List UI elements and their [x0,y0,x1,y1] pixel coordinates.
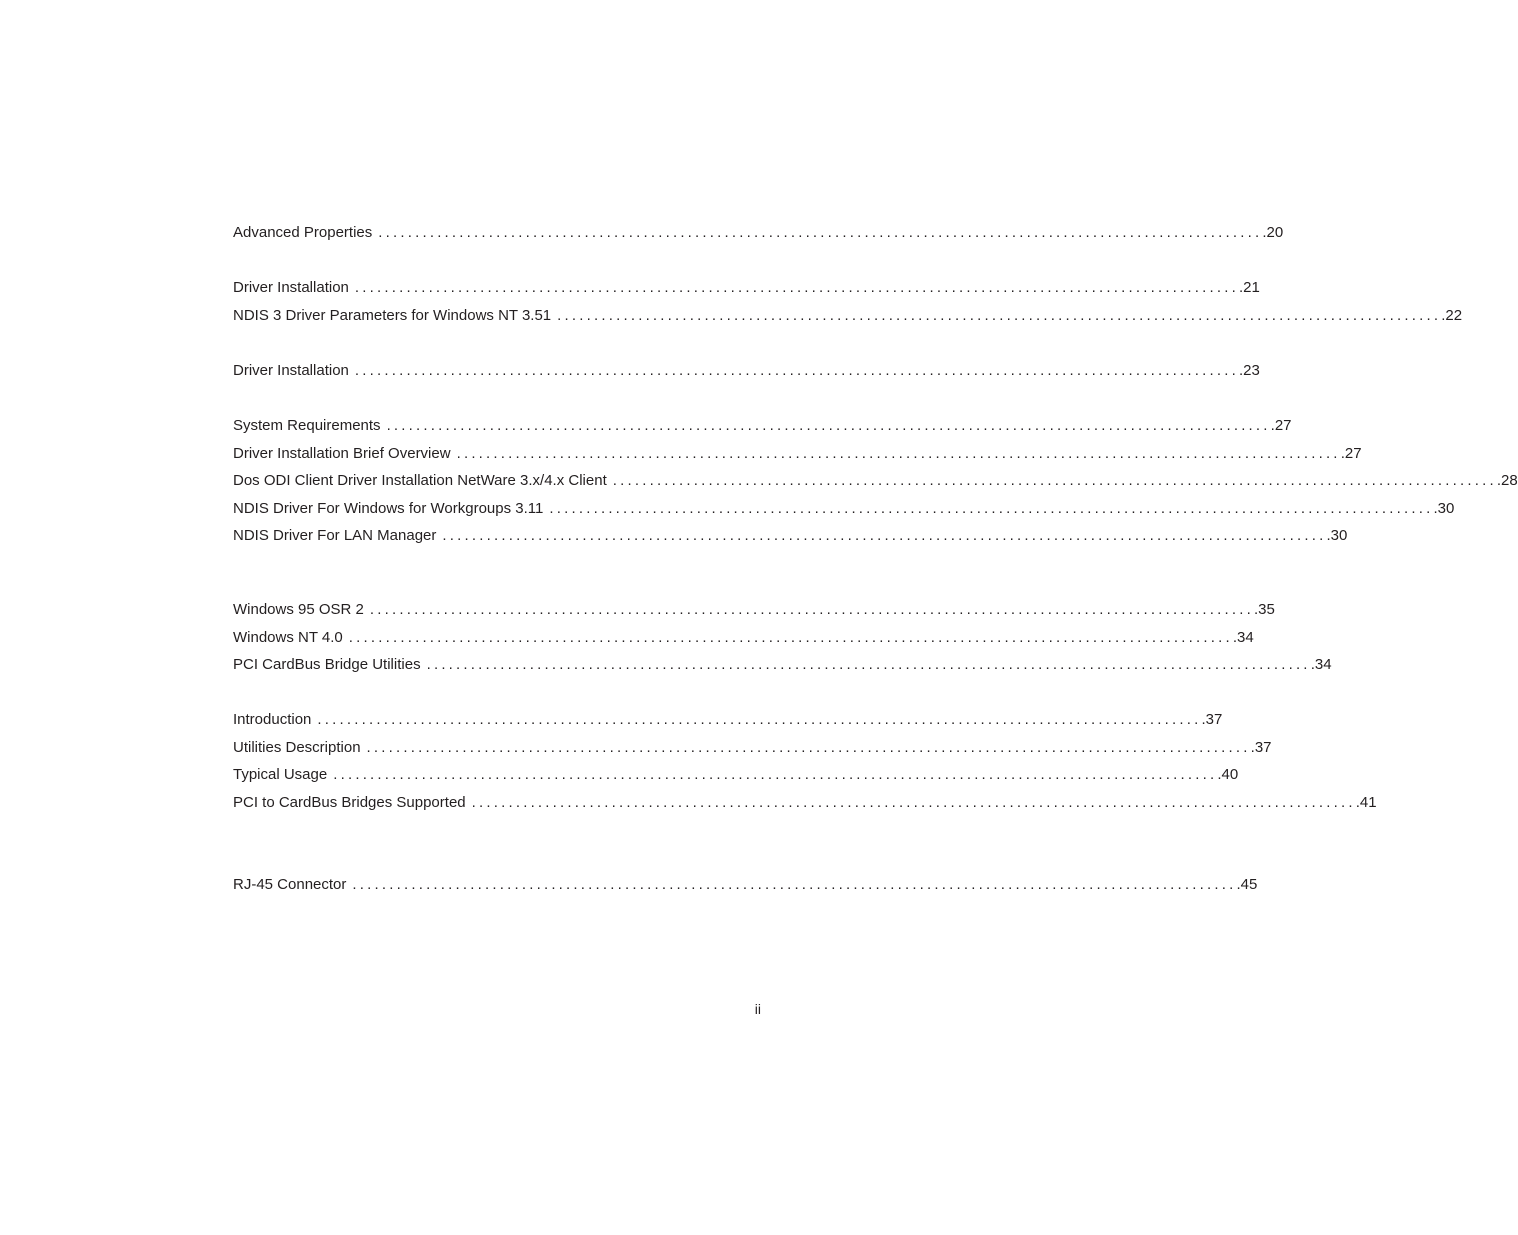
dot-leader: ........................................................................................................................ [354,362,1239,379]
toc-entry-page: .27 [1270,417,1292,434]
toc-entry[interactable] [233,306,1463,326]
toc-entry-title: Introduction [233,711,312,728]
toc-entry-title: System Requirements [233,417,381,434]
dot-leader: ........................................................................................................................ [369,601,1254,618]
dot-leader: ........................................................................................................................ [386,417,1271,434]
toc-entry-title: Windows 95 OSR 2 [233,601,364,618]
toc-entry-page: .21 [1239,279,1260,296]
dot-leader: ........................................................................................................................ [317,711,1202,728]
toc-entry[interactable] [233,361,1260,381]
toc-entry-page: .30 [1433,500,1455,517]
toc-entry-page: .28 [1496,472,1518,489]
dot-leader: ........................................................................................................................ [612,472,1497,489]
toc-entry-page: .20 [1262,224,1284,241]
dot-leader: ........................................................................................................................ [456,445,1341,462]
toc-entry-page: .27 [1340,445,1362,462]
dot-leader: ........................................................................................................................ [426,656,1311,673]
dot-leader: ........................................................................................................................ [354,279,1239,296]
toc-entry-page: .37 [1201,711,1223,728]
toc-entry[interactable] [233,765,1239,785]
toc-entry[interactable] [233,471,1518,491]
dot-leader: ........................................................................................................................ [549,500,1434,517]
toc-entry[interactable] [233,278,1260,298]
toc-entry[interactable] [233,526,1348,546]
toc-entry-page: .41 [1355,794,1377,811]
dot-leader: ........................................................................................................................ [333,766,1218,783]
toc-entry-title: Dos ODI Client Driver Installation NetWare 3.x/4.x Client [233,472,607,489]
toc-entry[interactable] [233,223,1284,243]
toc-entry-page: .23 [1239,362,1260,379]
toc-entry-title: PCI to CardBus Bridges Supported [233,794,466,811]
toc-entry-page: .34 [1232,629,1254,646]
toc-entry-page: .35 [1254,601,1275,618]
page-number: ii [754,1001,761,1017]
toc-entry-title: Utilities Description [233,739,361,756]
dot-leader: ........................................................................................................................ [557,307,1442,324]
toc-entry-title: PCI CardBus Bridge Utilities [233,656,421,673]
toc-entry-title: Advanced Properties [233,224,373,241]
dot-leader: ........................................................................................................................ [352,876,1237,893]
toc-entry[interactable] [233,600,1275,620]
toc-entry[interactable] [233,655,1332,675]
toc-entry-page: .40 [1217,766,1239,783]
dot-leader: ........................................................................................................................ [471,794,1356,811]
toc-entry[interactable] [233,499,1455,519]
toc-entry-page: .37 [1250,739,1272,756]
toc-entry-title: Driver Installation [233,362,349,379]
toc-entry-title: Driver Installation [233,279,349,296]
dot-leader: ........................................................................................................................ [366,739,1251,756]
toc-entry[interactable] [233,416,1292,436]
toc-entry[interactable] [233,628,1254,648]
toc-entry-title: Driver Installation Brief Overview [233,445,451,462]
toc-entry[interactable] [233,710,1223,730]
toc-entry-title: Windows NT 4.0 [233,629,343,646]
toc-entry-title: NDIS Driver For Windows for Workgroups 3.11 [233,500,544,517]
toc-entry-page: .30 [1326,527,1348,544]
toc-entry-page: .34 [1310,656,1332,673]
toc-entry-title: NDIS Driver For LAN Manager [233,527,437,544]
toc-entry-title: RJ-45 Connector [233,876,347,893]
toc-entry-page: .22 [1441,307,1463,324]
dot-leader: ........................................................................................................................ [378,224,1263,241]
toc-entry[interactable] [233,444,1362,464]
toc-entry[interactable] [233,793,1377,813]
dot-leader: ........................................................................................................................ [442,527,1327,544]
dot-leader: ........................................................................................................................ [348,629,1233,646]
toc-entry-page: .45 [1236,876,1258,893]
toc-entry[interactable] [233,738,1272,758]
toc-entry[interactable] [233,875,1258,895]
toc-entry-title: Typical Usage [233,766,328,783]
toc-entry-title: NDIS 3 Driver Parameters for Windows NT 3.51 [233,307,552,324]
